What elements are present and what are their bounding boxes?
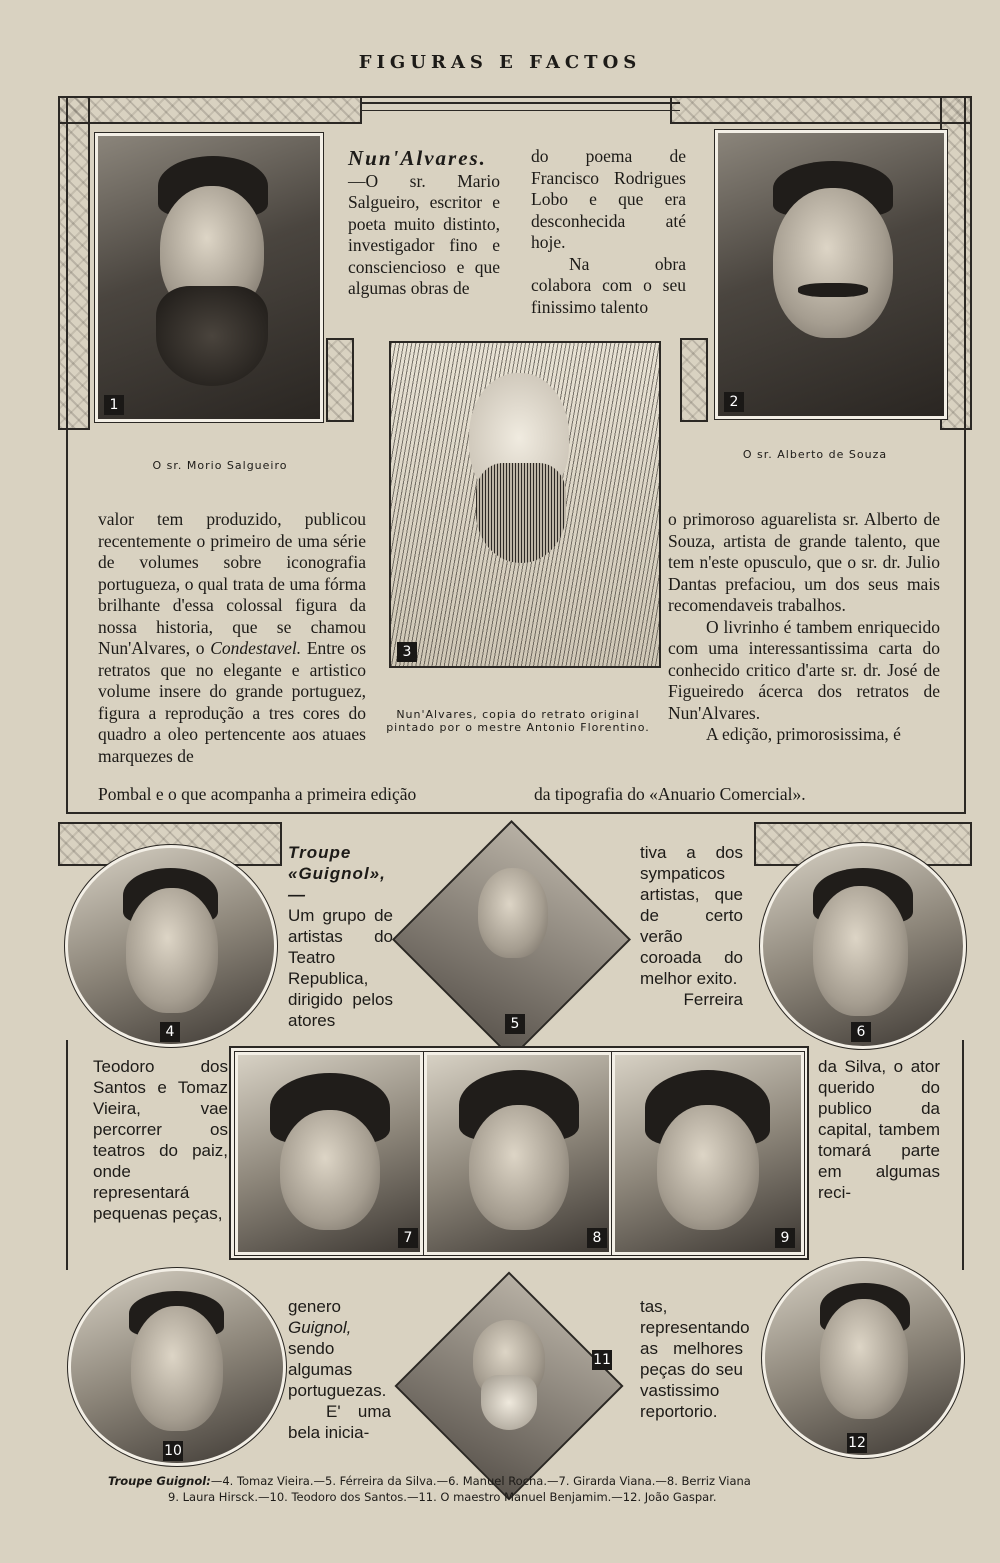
portrait-number: 3: [397, 642, 417, 662]
left-border-ornament: [58, 96, 90, 430]
portrait-joao-gaspar: 12: [762, 1258, 964, 1458]
article1-column-a: Nun'Alvares.—O sr. Mario Salgueiro, escritor e poeta muito distinto, investigador fino e consciencioso e que algumas obras de: [348, 146, 500, 298]
portrait-manuel-rocha: 6: [760, 843, 966, 1049]
article1-column-c-last-line: Pombal e o que acompanha a primeira edição: [98, 784, 417, 804]
portrait-alberto-de-souza: [715, 130, 947, 419]
bottom-side-line-left: [66, 1040, 68, 1270]
article1-column-b: do poema de Francisco Rodrigues Lobo e que era desconhecida até hoje. Na obra colabora com o seu finissimo talento: [531, 146, 686, 317]
portrait-laura-hirsck: 9: [612, 1052, 804, 1255]
mid-ornament-right: [680, 338, 708, 422]
article2-col-5: genero Guignol, sendo algumas portuguezas. E' uma bela inicia-: [288, 1297, 391, 1442]
portrait-number: 1: [104, 395, 124, 415]
portrait-berriz-viana: 8: [424, 1052, 612, 1255]
caption-nun-alvares: Nun'Alvares, copia do retrato original pintado por o mestre Antonio Florentino.: [386, 708, 650, 734]
page-title: FIGURAS E FACTOS: [358, 52, 642, 73]
portrait-girarda-viana: 7: [235, 1052, 423, 1255]
article2-col-6: tas, representando as melhores peças do seu vastissimo reportorio.: [640, 1297, 750, 1421]
article2-col-3: Teodoro dos Santos e Tomaz Vieira, vae percorrer os teatros do paiz, onde representará pequenas peças,: [93, 1057, 228, 1223]
portrait-tomaz-vieira: 4: [65, 845, 277, 1047]
portrait-nun-alvares-engraving: [389, 341, 661, 668]
article1-column-d-last-line: da tipografia do «Anuario Comercial».: [534, 784, 806, 804]
article2-col-4: da Silva, o ator querido do publico da capital, tambem tomará parte em algumas reci-: [818, 1057, 940, 1202]
article1-lead: Nun'Alvares.: [348, 146, 487, 170]
corner-ornament-right: [670, 96, 972, 124]
caption-mario-salgueiro: O sr. Morio Salgueiro: [152, 459, 288, 472]
caption-alberto-de-souza: O sr. Alberto de Souza: [742, 448, 888, 461]
mid-ornament-left: [326, 338, 354, 422]
portrait-ferreira-da-silva-face: [478, 868, 548, 958]
top-rule: [360, 102, 680, 111]
portrait-teodoro-dos-santos: 10: [68, 1268, 286, 1466]
footer-credits: Troupe Guignol:—4. Tomaz Vieira.—5. Férreira da Silva.—6. Manuel Rocha.—7. Girarda Viana.—8. Berriz Viana 9. Laura Hirsck.—10. Teodoro dos Santos.—11. O maestro Manuel Benjamim.—12. João Gaspar.: [108, 1474, 751, 1504]
footer-lead: Troupe Guignol:: [108, 1474, 211, 1488]
article2-col-2: tiva a dos sympaticos artistas, que de certo verão coroada do melhor exito. Ferreira: [640, 843, 743, 1009]
article2-col-1: Troupe «Guignol», — Um grupo de artistas do Teatro Republica, dirigido pelos atores: [288, 843, 393, 1030]
portrait-manuel-benjamim-face: [473, 1320, 545, 1430]
portrait-mario-salgueiro: [95, 133, 323, 422]
article1-column-c: valor tem produzido, publicou recentemente o primeiro de uma série de volumes sobre iconografia portugueza, o qual trata de uma fórma brilhante d'essa colossal figura da nossa historia, que se chamou Nun'Alvares, o Condestavel. Entre os retratos que no elegante e artistico volume insere do grande portuguez, figura a reprodução a tres cores do quadro a oleo pertencente aos atuaes marquezes de: [98, 509, 366, 766]
portrait-number: 2: [724, 392, 744, 412]
corner-ornament-left: [58, 96, 362, 124]
article1-column-d: o primoroso aguarelista sr. Alberto de Souza, artista de grande talento, que tem n'este opusculo, que o sr. dr. Julio Dantas prefaciou, um dos seus mais recomendaveis trabalhos. O livrinho é tambem enriquecido com uma interessantissima carta do conhecido critico d'arte sr. dr. José de Figueiredo ácerca dos retratos de Nun'Alvares. A edição, primorosissima, é: [668, 509, 940, 744]
bottom-side-line-right: [962, 1040, 964, 1270]
article2-lead: Troupe «Guignol», —: [288, 843, 386, 904]
